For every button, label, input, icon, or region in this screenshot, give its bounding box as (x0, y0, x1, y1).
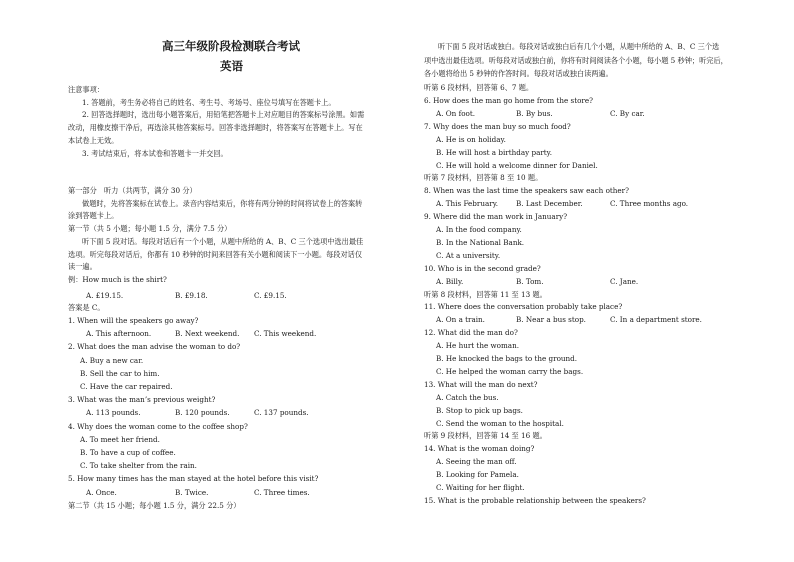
option: B. Last December. (516, 199, 583, 209)
option: C. Have the car repaired. (80, 382, 173, 391)
option: A. Buy a new car. (80, 355, 144, 365)
question: 11. Where does the conversation probably take place? (424, 302, 623, 312)
option: A. Once. (86, 487, 117, 497)
option: A. He is on holiday. (436, 134, 506, 144)
material-heading: 听第 6 段材料，回答第 6、7 题。 (424, 83, 534, 93)
notice-line: 3. 考试结束后，将本试卷和答题卡一并交回。 (82, 148, 228, 158)
option: A. Billy. (436, 276, 464, 286)
exam-title: 高三年级阶段检测联合考试 (162, 39, 300, 53)
option: A. On a train. (436, 315, 485, 325)
option: C. By car. (610, 108, 645, 118)
option: A. In the food company. (436, 225, 522, 234)
question: 10. Who is in the second grade? (424, 263, 541, 273)
option: A. This afternoon. (86, 329, 152, 339)
notice-line: 改动，用橡皮擦干净后，再选涂其他答案标号。回答非选择题时，将答案写在答题卡上。写在 (68, 123, 363, 133)
subject-title: 英语 (220, 59, 243, 73)
option: B. Sell the car to him. (80, 368, 160, 378)
question: 4. Why does the woman come to the coffee shop? (68, 421, 248, 431)
option: B. To have a cup of coffee. (80, 448, 176, 457)
question: 15. What is the probable relationship between the speakers? (424, 495, 646, 505)
question: 14. What is the woman doing? (424, 444, 535, 454)
question: 2. What does the man advise the woman to do? (68, 342, 241, 352)
material-heading: 听第 9 段材料，回答第 14 至 16 题。 (424, 431, 547, 441)
option: A. This February. (436, 199, 499, 209)
option: B. Twice. (175, 487, 209, 497)
section2-heading: 第二节（共 15 小题；每小题 1.5 分，满分 22.5 分） (68, 500, 241, 510)
option: B. Looking for Pamela. (436, 470, 519, 480)
option: B. Tom. (516, 276, 544, 286)
option: C. 137 pounds. (254, 408, 309, 418)
option: B. He knocked the bags to the ground. (436, 354, 578, 363)
option: C. This weekend. (254, 329, 317, 339)
option: B. In the National Bank. (436, 237, 525, 247)
example-question: 例：How much is the shirt? (68, 274, 167, 284)
question: 7. Why does the man buy so much food? (424, 121, 571, 131)
right-intro-line: 项中选出最佳选项。听每段对话或独白前，你将有时间阅读各个小题，每小题 5 秒钟；听完后， (424, 55, 728, 65)
option: C. At a university. (436, 250, 501, 260)
example-answer: 答案是 C。 (68, 303, 105, 313)
material-heading: 听第 8 段材料，回答第 11 至 13 题。 (424, 289, 547, 299)
option: C. He helped the woman carry the bags. (436, 366, 584, 376)
section1-heading: 第一节（共 5 小题；每小题 1.5 分，满分 7.5 分） (68, 224, 232, 234)
option: C. In a department store. (610, 315, 702, 325)
option: C. He will hold a welcome dinner for Daniel. (436, 160, 598, 170)
section1-intro-line: 选项。听完每段对话后，你都有 10 秒钟的时间来回答有关小题和阅读下一小题。每段对话仅 (68, 249, 363, 259)
option: B. By bus. (516, 108, 553, 118)
option: B. Near a bus stop. (516, 315, 586, 325)
option: A. On foot. (436, 108, 476, 118)
question: 3. What was the man’s previous weight? (68, 395, 216, 405)
option: A. He hurt the woman. (436, 341, 519, 351)
option: A. Catch the bus. (436, 392, 499, 402)
option: C. To take shelter from the rain. (80, 461, 197, 471)
part1-heading: 第一部分 听力（共两节，满分 30 分） (68, 186, 197, 195)
option: C. Waiting for her flight. (436, 483, 525, 492)
option: A. Seeing the man off. (436, 457, 517, 467)
question: 8. When was the last time the speakers saw each other? (424, 186, 629, 196)
question: 6. How does the man go home from the store? (424, 96, 593, 105)
notice-line: 本试卷上无效。 (68, 135, 119, 145)
notice-heading: 注意事项： (68, 85, 104, 94)
question: 5. How many times has the man stayed at the hotel before this visit? (68, 474, 319, 484)
part1-intro-line: 涂到答题卡上。 (68, 211, 119, 221)
option: B. He will host a birthday party. (436, 147, 553, 157)
question: 9. Where did the man work in January? (424, 212, 568, 222)
notice-line: 2. 回答选择题时，选出每小题答案后，用铅笔把答题卡上对应题目的答案标号涂黑。如需 (82, 110, 365, 120)
option: B. Next weekend. (175, 329, 240, 339)
notice-line: 1. 答题前，考生务必将自己的姓名、考生号、考场号、座位号填写在答题卡上。 (82, 97, 336, 107)
right-intro-line: 听下面 5 段对话或独白。每段对话或独白后有几个小题，从题中所给的 A、B、C 三个选 (438, 42, 720, 51)
question: 13. What will the man do next? (424, 379, 538, 389)
right-intro-line: 各小题将给出 5 秒钟的作答时间。每段对话或独白读两遍。 (424, 69, 613, 79)
example-option: A. £19.15. (86, 290, 124, 300)
option: A. To meet her friend. (80, 434, 160, 444)
section1-intro-line: 听下面 5 段对话。每段对话后有一个小题，从题中所给的 A、B、C 三个选项中选出最佳 (82, 236, 364, 246)
example-option: C. £9.15. (254, 290, 287, 300)
material-heading: 听第 7 段材料，回答第 8 至 10 题。 (424, 173, 543, 183)
option: B. 120 pounds. (175, 408, 230, 418)
option: A. 113 pounds. (86, 408, 141, 418)
option: C. Send the woman to the hospital. (436, 418, 564, 428)
part1-intro-line: 做题时，先将答案标在试卷上。录音内容结束后，你将有两分钟的时间将试卷上的答案转 (82, 198, 363, 208)
option: C. Three times. (254, 487, 310, 497)
option: C. Three months ago. (610, 199, 689, 209)
example-option: B. £9.18. (175, 290, 208, 300)
question: 12. What did the man do? (424, 328, 518, 338)
section1-intro-line: 读一遍。 (68, 262, 97, 272)
question: 1. When will the speakers go away? (68, 316, 199, 325)
option: C. Jane. (610, 276, 639, 286)
option: B. Stop to pick up bags. (436, 405, 523, 415)
